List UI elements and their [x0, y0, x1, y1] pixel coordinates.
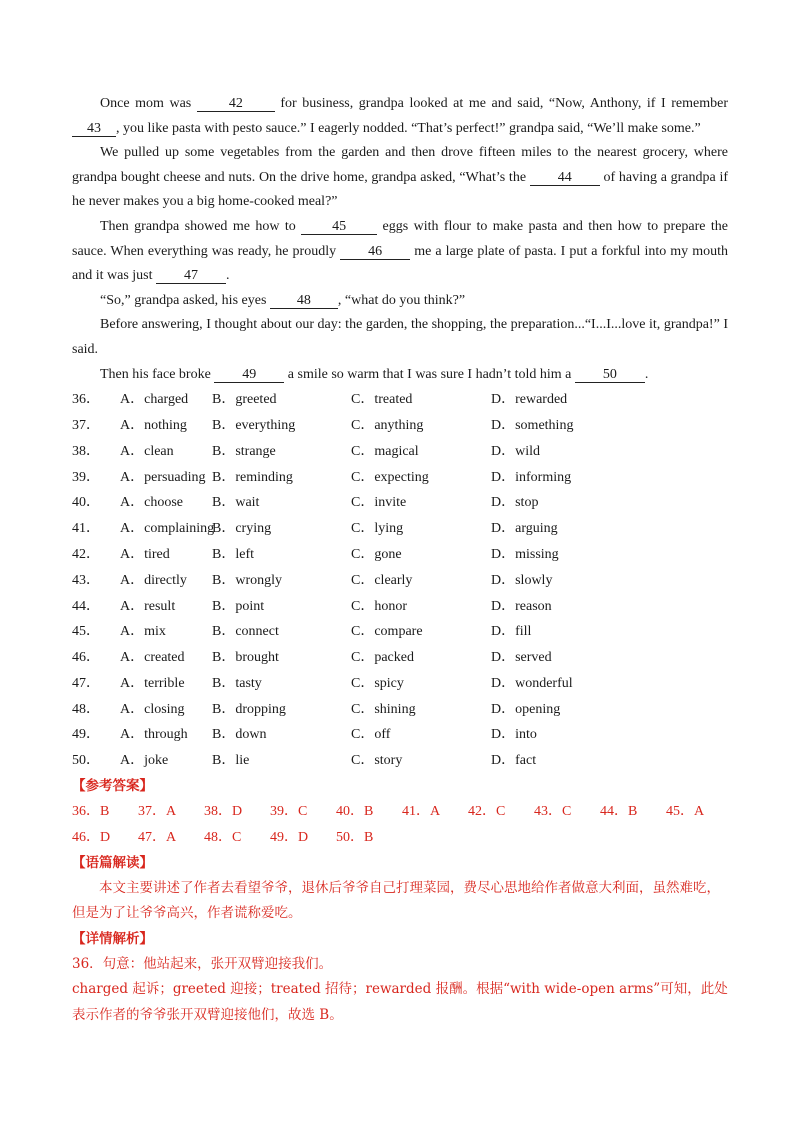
passage-text: Once mom was [100, 96, 197, 111]
blank-42: 42 [197, 96, 275, 112]
question-number: 49． [72, 727, 100, 743]
question-number: 41． [72, 521, 100, 537]
option-d: D．stop [491, 495, 539, 511]
option-a: A．tired [120, 546, 170, 562]
option-b: B．wrongly [212, 572, 282, 588]
question-number: 43． [72, 572, 100, 588]
option-a: A．complaining [120, 521, 215, 537]
passage-text: Before answering, I thought about our day: the garden, the shopping, the preparation...“I...I...love it, grandpa!” I said. [72, 317, 728, 357]
passage-paragraph [72, 289, 728, 314]
blank-45: 45 [301, 219, 377, 235]
option-a: A．clean [120, 443, 174, 459]
answer-item: 50．B [336, 829, 374, 845]
passage-text: . [644, 366, 649, 382]
option-b: B．connect [212, 624, 279, 640]
passage-paragraph [72, 141, 728, 215]
option-b: B．reminding [212, 469, 293, 485]
blank-43: 43 [72, 121, 116, 137]
option-c: C．anything [351, 417, 424, 433]
answer-item: 49．D [270, 829, 309, 845]
passage-paragraph [72, 215, 728, 289]
passage-paragraph [72, 313, 728, 362]
option-d: D．opening [491, 701, 561, 717]
answer-item: 46．D [72, 829, 111, 845]
option-d: D．wild [491, 443, 540, 459]
question-number: 46． [72, 650, 100, 666]
option-b: B．crying [212, 521, 272, 537]
passage-paragraph [72, 363, 728, 388]
option-a: A．nothing [120, 417, 187, 433]
option-a: A．through [120, 727, 188, 743]
question-row [72, 671, 728, 697]
passage-text: . [226, 268, 230, 284]
option-c: C．compare [351, 624, 423, 640]
option-d: D．arguing [491, 521, 558, 537]
option-c: C．shining [351, 701, 416, 717]
question-number: 37． [72, 417, 100, 433]
option-a: A．closing [120, 701, 185, 717]
blank-50: 50 [575, 367, 645, 383]
question-number: 36． [72, 392, 100, 408]
question-number: 45． [72, 624, 100, 640]
question-row [72, 542, 728, 568]
explanation-detail: charged 起诉；greeted 迎接；treated 招待；rewarded 报酬。根据“with wide-open arms”可知，此处表示作者的爷爷张开双臂迎接他们，故选 B。 [72, 981, 728, 1023]
question-row [72, 439, 728, 465]
question-row [72, 516, 728, 542]
option-b: B．brought [212, 650, 279, 666]
question-list [72, 387, 728, 774]
passage-text: a smile so warm that I was sure I hadn’t told him a [284, 366, 575, 382]
option-d: D．rewarded [491, 392, 568, 408]
option-b: B．lie [212, 753, 250, 769]
answer-item: 47．A [138, 829, 177, 845]
answer-item: 36．B [72, 804, 110, 820]
passage-text: We pulled up some vegetables from the garden and then drove fifteen miles to the nearest grocery, where grandpa bought cheese and nuts. On the drive home, grandpa asked, “What’s the [72, 145, 728, 185]
passage-text: me a large plate of pasta. I put a forkful into my mouth and it was just [72, 243, 728, 284]
question-number: 50． [72, 753, 100, 769]
option-b: B．everything [212, 417, 296, 433]
option-a: A．persuading [120, 469, 206, 485]
option-b: B．greeted [212, 392, 277, 408]
passage-text: Then his face broke [100, 366, 215, 382]
blank-47: 47 [156, 268, 226, 284]
question-row [72, 619, 728, 645]
question-number: 38． [72, 443, 100, 459]
blank-48: 48 [270, 293, 338, 309]
question-row [72, 697, 728, 723]
question-row [72, 413, 728, 439]
passage-text: Then grandpa showed me how to [100, 218, 302, 234]
option-d: D．fill [491, 624, 532, 640]
answer-item: 37．A [138, 804, 177, 820]
option-d: D．informing [491, 469, 572, 485]
explanation-sentence: 36．句意：他站起来，张开双臂迎接我们。 [72, 955, 333, 972]
option-d: D．missing [491, 546, 559, 562]
option-d: D．something [491, 417, 574, 433]
option-b: B．point [212, 598, 265, 614]
passage-text: “So,” grandpa asked, his eyes [100, 292, 270, 308]
blank-44: 44 [530, 170, 600, 186]
question-number: 42． [72, 546, 100, 562]
answer-row [72, 825, 728, 851]
option-a: A．choose [120, 495, 183, 511]
summary-text: 本文主要讲述了作者去看望爷爷，退休后爷爷自己打理菜园，费尽心思地给作者做意大利面，虽然难吃，但是为了让爷爷高兴，作者谎称爱吃。 [72, 879, 720, 922]
option-d: D．fact [491, 753, 537, 769]
option-d: D．reason [491, 598, 552, 614]
option-b: B．strange [212, 443, 276, 459]
passage-text: , “what do you think?” [337, 292, 466, 308]
option-c: C．story [351, 753, 403, 769]
option-b: B．left [212, 546, 254, 562]
option-c: C．clearly [351, 572, 413, 588]
option-c: C．invite [351, 495, 407, 511]
answers-heading: 【参考答案】 [72, 778, 153, 795]
option-c: C．lying [351, 521, 404, 537]
question-row [72, 465, 728, 491]
question-row [72, 490, 728, 516]
question-number: 48． [72, 701, 100, 717]
option-b: B．dropping [212, 701, 286, 717]
question-row [72, 594, 728, 620]
question-row [72, 645, 728, 671]
answer-item: 38．D [204, 804, 243, 820]
option-c: C．honor [351, 598, 407, 614]
question-number: 44． [72, 598, 100, 614]
option-a: A．terrible [120, 675, 185, 691]
option-a: A．joke [120, 753, 169, 769]
option-c: C．expecting [351, 469, 429, 485]
answer-item: 43．C [534, 804, 572, 820]
option-a: A．mix [120, 624, 166, 640]
option-c: C．spicy [351, 675, 404, 691]
option-c: C．magical [351, 443, 419, 459]
question-number: 47． [72, 675, 100, 691]
option-c: C．packed [351, 650, 414, 666]
question-row [72, 748, 728, 774]
option-a: A．directly [120, 572, 187, 588]
question-number: 39． [72, 469, 100, 485]
option-c: C．gone [351, 546, 402, 562]
option-d: D．wonderful [491, 675, 573, 691]
answer-item: 44．B [600, 804, 638, 820]
answer-item: 39．C [270, 804, 308, 820]
option-b: B．down [212, 727, 267, 743]
answer-item: 48．C [204, 829, 242, 845]
document-page [72, 92, 728, 1028]
question-number: 40． [72, 495, 100, 511]
passage-text: for business, grandpa looked at me and said, “Now, Anthony, if I remember [274, 96, 728, 111]
option-b: B．wait [212, 495, 260, 511]
blank-49: 49 [214, 367, 284, 383]
option-a: A．result [120, 598, 176, 614]
answer-item: 40．B [336, 804, 374, 820]
option-c: C．off [351, 727, 391, 743]
question-row [72, 722, 728, 748]
passage-text: eggs with flour to make pasta and then how to prepare the sauce. When everything was ready, he proudly [72, 218, 729, 259]
blank-46: 46 [340, 244, 410, 260]
option-d: D．into [491, 727, 537, 743]
passage-paragraph [72, 92, 728, 141]
passage-text: , you like pasta with pesto sauce.” I eagerly nodded. “That’s perfect!” grandpa said, “We’ll make some.” [116, 120, 701, 136]
question-row [72, 568, 728, 594]
option-c: C．treated [351, 392, 413, 408]
option-a: A．charged [120, 392, 189, 408]
answer-item: 42．C [468, 804, 506, 820]
option-b: B．tasty [212, 675, 262, 691]
passage-text: of having a grandpa if he never makes you a big home-cooked meal?” [72, 169, 729, 210]
question-row [72, 387, 728, 413]
answer-item: 41．A [402, 804, 441, 820]
option-d: D．served [491, 650, 552, 666]
answer-item: 45．A [666, 804, 705, 820]
option-d: D．slowly [491, 572, 553, 588]
explanation-heading: 【详情解析】 [72, 930, 153, 947]
answer-row [72, 799, 728, 825]
option-a: A．created [120, 650, 185, 666]
summary-heading: 【语篇解读】 [72, 854, 153, 871]
